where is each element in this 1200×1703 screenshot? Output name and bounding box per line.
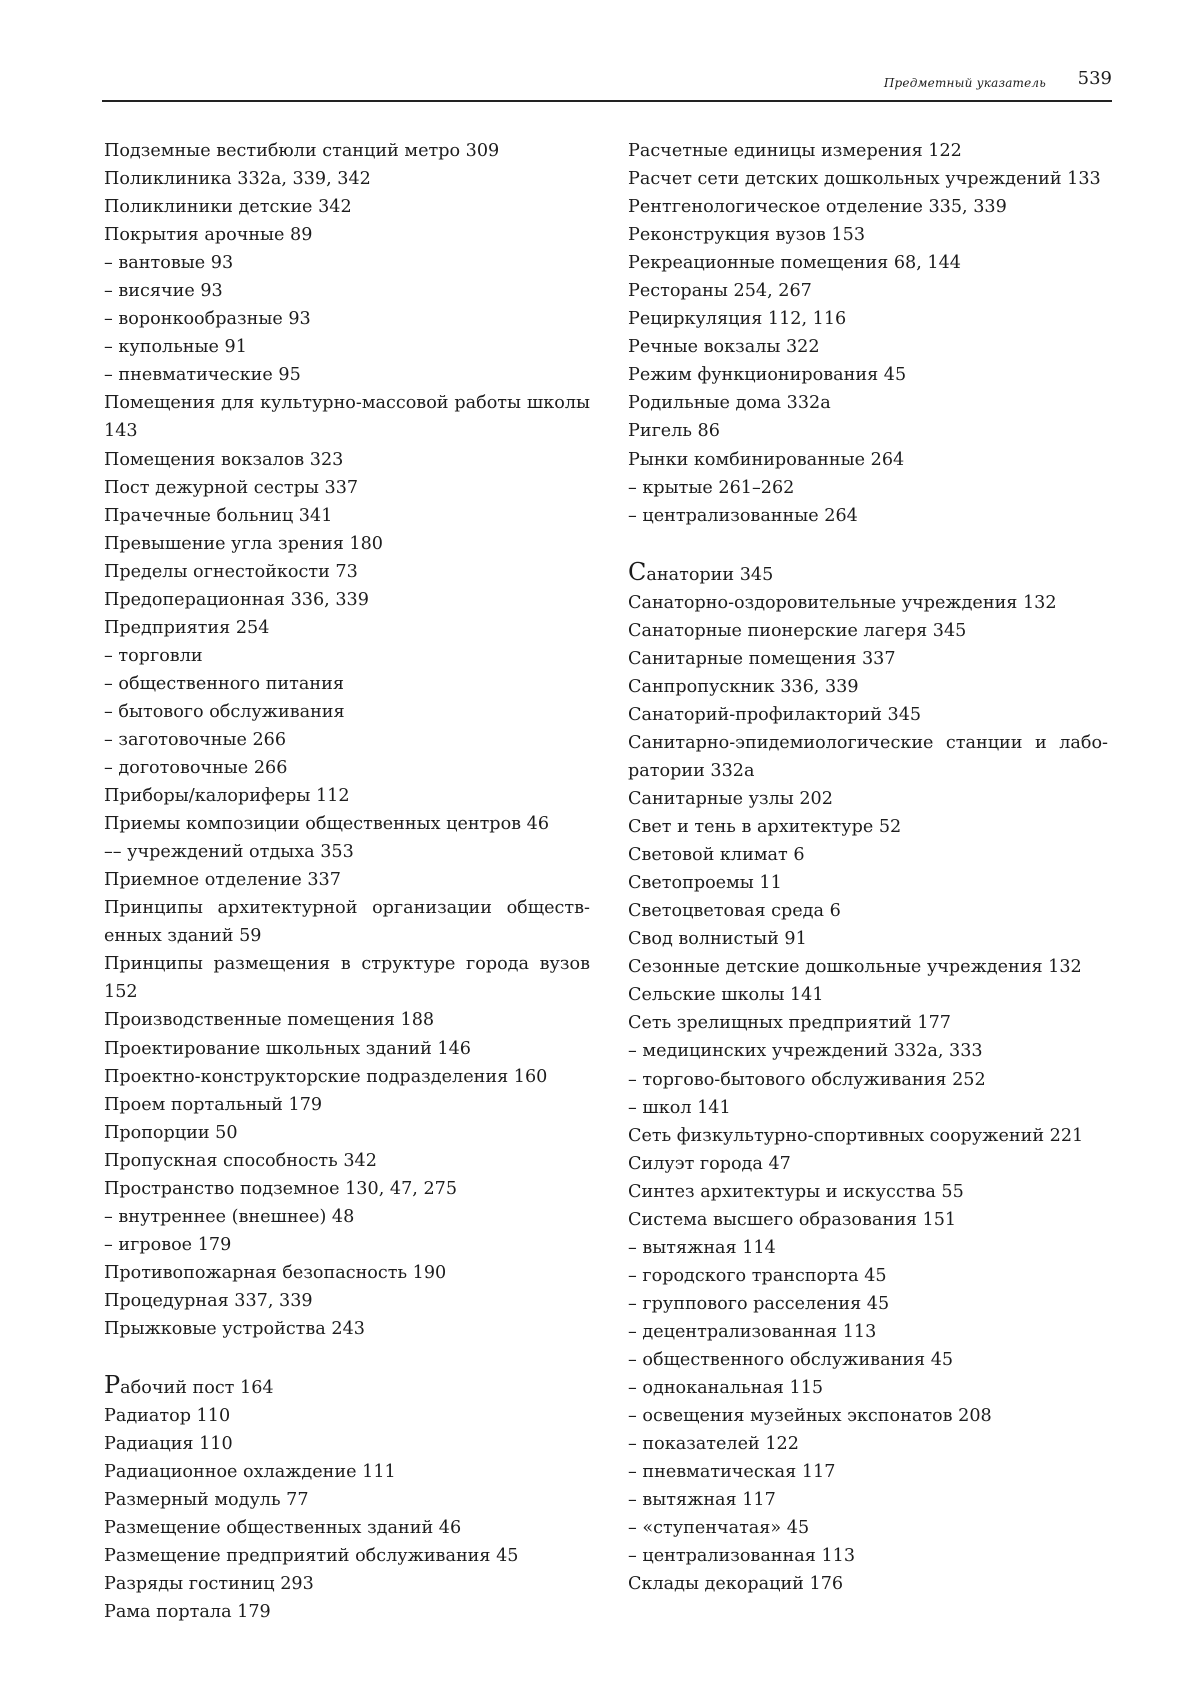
index-entry: Режим функционирования 45 [628, 365, 907, 386]
running-title: Предметный указатель [883, 76, 1046, 90]
index-entry: Рабочий пост 164 [104, 1371, 274, 1400]
index-subentry: – общественного обслуживания 45 [628, 1349, 954, 1370]
index-subentry: –– учреждений отдыха 353 [104, 842, 354, 863]
index-entry: Синтез архитектуры и искусства 55 [628, 1181, 964, 1202]
index-entry: Превышение угла зрения 180 [104, 533, 383, 554]
index-entry: Прыжковые устройства 243 [104, 1318, 365, 1339]
index-entry: Рама портала 179 [104, 1602, 271, 1623]
index-entry: Санаторные пионерские лагеря 345 [628, 620, 967, 641]
index-column-right [628, 137, 1108, 1598]
index-subentry: – группового расселения 45 [628, 1293, 890, 1314]
index-entry: Ригель 86 [628, 421, 720, 442]
page-number: 539 [1077, 68, 1112, 89]
index-entry: Поликлиники детские 342 [104, 197, 352, 218]
index-subentry: – школ 141 [628, 1097, 731, 1118]
index-entry: Производственные помещения 188 [104, 1010, 435, 1031]
index-entry: Сельские школы 141 [628, 985, 824, 1006]
index-entry: Радиатор 110 [104, 1406, 231, 1427]
index-entry: Рестораны 254, 267 [628, 281, 812, 302]
index-subentry: – вытяжная 114 [628, 1237, 776, 1258]
index-subentry: – вытяжная 117 [628, 1490, 776, 1511]
index-subentry: – игровое 179 [104, 1234, 232, 1255]
index-subentry: – торговли [104, 645, 203, 666]
index-entry: Расчет сети детских дошкольных учреждений 133 [628, 169, 1101, 190]
index-entry: Пространство подземное 130, 47, 275 [104, 1178, 458, 1199]
index-entry: Радиационное охлаждение 111 [104, 1462, 396, 1483]
index-entry: Сеть зрелищных предприятий 177 [628, 1013, 951, 1034]
index-entry: Пределы огнестойкости 73 [104, 561, 358, 582]
index-entry: Проем портальный 179 [104, 1094, 323, 1115]
index-entry: Санитарные помещения 337 [628, 648, 896, 669]
index-entry: Рециркуляция 112, 116 [628, 309, 847, 330]
index-subentry: – купольные 91 [104, 337, 247, 358]
index-entry: Проектно-конструкторские подразделения 160 [104, 1066, 548, 1087]
index-entry: Помещения вокзалов 323 [104, 449, 344, 470]
index-subentry: – торгово-бытового обслуживания 252 [628, 1069, 986, 1090]
index-subentry: – «ступенчатая» 45 [628, 1518, 810, 1539]
index-entry: Пропускная способность 342 [104, 1150, 377, 1171]
index-entry: Санитарно-эпидемиологические станции и лаборатории 332а [628, 732, 1108, 781]
index-entry: Свод волнистый 91 [628, 929, 807, 950]
index-subentry: – одноканальная 115 [628, 1378, 824, 1399]
index-entry: Санаторий-профилакторий 345 [628, 704, 922, 725]
index-entry: Поликлиника 332а, 339, 342 [104, 169, 371, 190]
index-subentry: – крытые 261–262 [628, 477, 795, 498]
index-entry: Радиация 110 [104, 1434, 233, 1455]
index-entry: Силуэт города 47 [628, 1153, 791, 1174]
index-entry: Противопожарная безопасность 190 [104, 1262, 447, 1283]
index-subentry: – пневматическая 117 [628, 1462, 836, 1483]
index-entry: Светопроемы 11 [628, 873, 782, 894]
index-entry: Сеть физкультурно-спортивных сооружений 221 [628, 1125, 1084, 1146]
index-entry: Принципы архитектурной организации общественных зданий 59 [104, 898, 590, 947]
index-entry: Покрытия арочные 89 [104, 225, 313, 246]
index-subentry: – городского транспорта 45 [628, 1265, 887, 1286]
index-entry: Размерный модуль 77 [104, 1490, 309, 1511]
index-subentry: – централизованные 264 [628, 505, 858, 526]
index-entry: Рекреационные помещения 68, 144 [628, 253, 961, 274]
index-entry: Приемное отделение 337 [104, 870, 341, 891]
index-subentry: – доготовочные 266 [104, 758, 288, 779]
index-subentry: – висячие 93 [104, 281, 223, 302]
index-entry: Процедурная 337, 339 [104, 1290, 313, 1311]
index-entry: Санаторно-оздоровительные учреждения 132 [628, 592, 1057, 613]
index-entry: Помещения для культурно-массовой работы школы 143 [104, 393, 590, 442]
index-subentry: – заготовочные 266 [104, 729, 287, 750]
index-column-left [104, 137, 590, 1626]
index-subentry: – освещения музейных экспонатов 208 [628, 1406, 992, 1427]
index-subentry: – медицинских учреждений 332а, 333 [628, 1041, 983, 1062]
index-entry: Речные вокзалы 322 [628, 337, 820, 358]
index-subentry: – общественного питания [104, 673, 344, 694]
index-entry: Приборы/калориферы 112 [104, 786, 350, 807]
index-entry: Проектирование школьных зданий 146 [104, 1038, 471, 1059]
index-entry: Расчетные единицы измерения 122 [628, 141, 962, 161]
index-entry: Родильные дома 332а [628, 393, 831, 414]
index-entry: Принципы размещения в структуре города вузов 152 [104, 954, 590, 1003]
index-entry: Свет и тень в архитектуре 52 [628, 817, 902, 838]
index-entry: Система высшего образования 151 [628, 1209, 957, 1230]
index-entry: Световой климат 6 [628, 845, 805, 866]
index-entry: Подземные вестибюли станций метро 309 [104, 141, 500, 161]
index-entry: Рынки комбинированные 264 [628, 449, 905, 470]
page-header [102, 64, 1112, 102]
index-entry: Размещение предприятий обслуживания 45 [104, 1546, 519, 1567]
index-entry: Размещение общественных зданий 46 [104, 1518, 462, 1539]
index-subentry: – централизованная 113 [628, 1546, 856, 1567]
index-entry: Пост дежурной сестры 337 [104, 477, 359, 498]
index-entry: Санпропускник 336, 339 [628, 676, 859, 697]
index-entry: Санитарные узлы 202 [628, 789, 833, 810]
index-entry: Предоперационная 336, 339 [104, 589, 369, 610]
index-subentry: – децентрализованная 113 [628, 1321, 877, 1342]
index-subentry: – показателей 122 [628, 1434, 799, 1455]
index-entry: Предприятия 254 [104, 617, 270, 638]
index-entry: Пропорции 50 [104, 1122, 238, 1143]
index-entry: Прачечные больниц 341 [104, 505, 333, 526]
index-entry: Санатории 345 [628, 557, 774, 586]
index-entry: Реконструкция вузов 153 [628, 225, 866, 246]
index-entry: Приемы композиции общественных центров 46 [104, 814, 550, 835]
index-entry: Склады декораций 176 [628, 1574, 844, 1595]
index-entry: Сезонные детские дошкольные учреждения 132 [628, 957, 1082, 978]
index-subentry: – воронкообразные 93 [104, 309, 311, 330]
index-subentry: – вантовые 93 [104, 253, 234, 274]
index-entry: Светоцветовая среда 6 [628, 901, 841, 922]
index-entry: Разряды гостиниц 293 [104, 1574, 314, 1595]
index-subentry: – бытового обслуживания [104, 701, 345, 722]
index-subentry: – внутреннее (внешнее) 48 [104, 1206, 355, 1227]
index-subentry: – пневматические 95 [104, 365, 301, 386]
index-entry: Рентгенологическое отделение 335, 339 [628, 197, 1007, 218]
